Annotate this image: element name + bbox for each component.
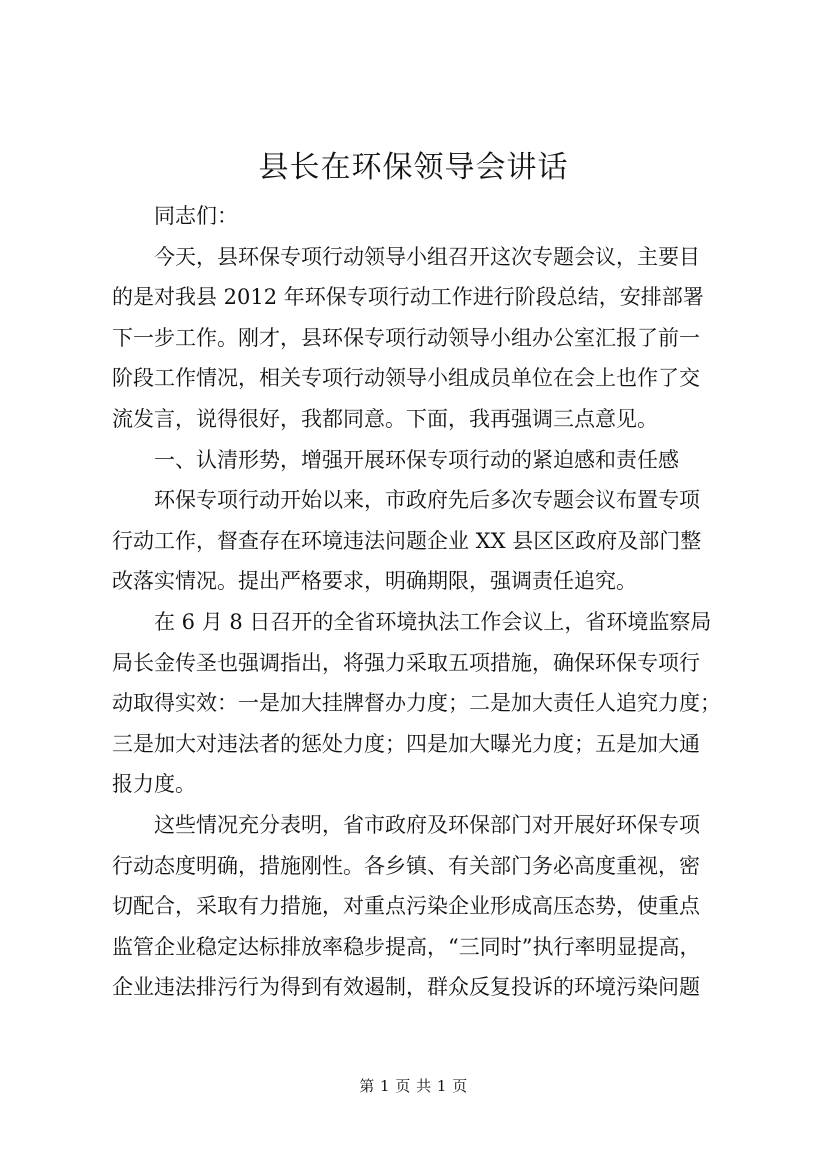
section-heading: 一、认清形势，增强开展环保专项行动的紧迫感和责任感 [112, 447, 679, 472]
body-line: 流发言，说得很好，我都同意。下面，我再强调三点意见。 [112, 406, 658, 431]
body-line: 切配合，采取有力措施，对重点污染企业形成高压态势，使重点 [112, 894, 700, 919]
document-body [112, 196, 724, 1008]
page-footer: 第 1 页 共 1 页 [359, 1077, 468, 1095]
body-line: 环保专项行动开始以来，市政府先后多次专题会议布置专项 [112, 488, 700, 513]
body-line: 企业违法排污行为得到有效遏制，群众反复投诉的环境污染问题 [112, 975, 700, 1000]
body-line: 报力度。 [112, 772, 196, 797]
body-line: 的是对我县 2012 年环保专项行动工作进行阶段总结，安排部署 [112, 285, 704, 310]
body-line: 行动态度明确，措施刚性。各乡镇、有关部门务必高度重视，密 [112, 853, 700, 878]
body-line: 监管企业稳定达标排放率稳步提高，“三同时”执行率明显提高， [112, 934, 701, 959]
body-line: 下一步工作。刚才，县环保专项行动领导小组办公室汇报了前一 [112, 325, 700, 350]
body-line: 阶段工作情况，相关专项行动领导小组成员单位在会上也作了交 [112, 366, 700, 391]
body-line: 同志们： [112, 204, 238, 228]
body-line: 在 6 月 8 日召开的全省环境执法工作会议上，省环境监察局 [112, 609, 712, 634]
body-line: 局长金传圣也强调指出，将强力采取五项措施，确保环保专项行 [112, 650, 700, 675]
body-line: 动取得实效：一是加大挂牌督办力度；二是加大责任人追究力度； [112, 691, 721, 716]
document-title: 县长在环保领导会讲话 [258, 150, 569, 185]
body-line: 这些情况充分表明，省市政府及环保部门对开展好环保专项 [112, 812, 700, 837]
body-line: 改落实情况。提出严格要求，明确期限，强调责任追究。 [112, 569, 637, 594]
body-line: 今天，县环保专项行动领导小组召开这次专题会议，主要目 [112, 244, 700, 269]
body-line: 三是加大对违法者的惩处力度；四是加大曝光力度；五是加大通 [112, 731, 700, 756]
body-line: 行动工作，督查存在环境违法问题企业 XX 县区区政府及部门整 [112, 528, 702, 553]
